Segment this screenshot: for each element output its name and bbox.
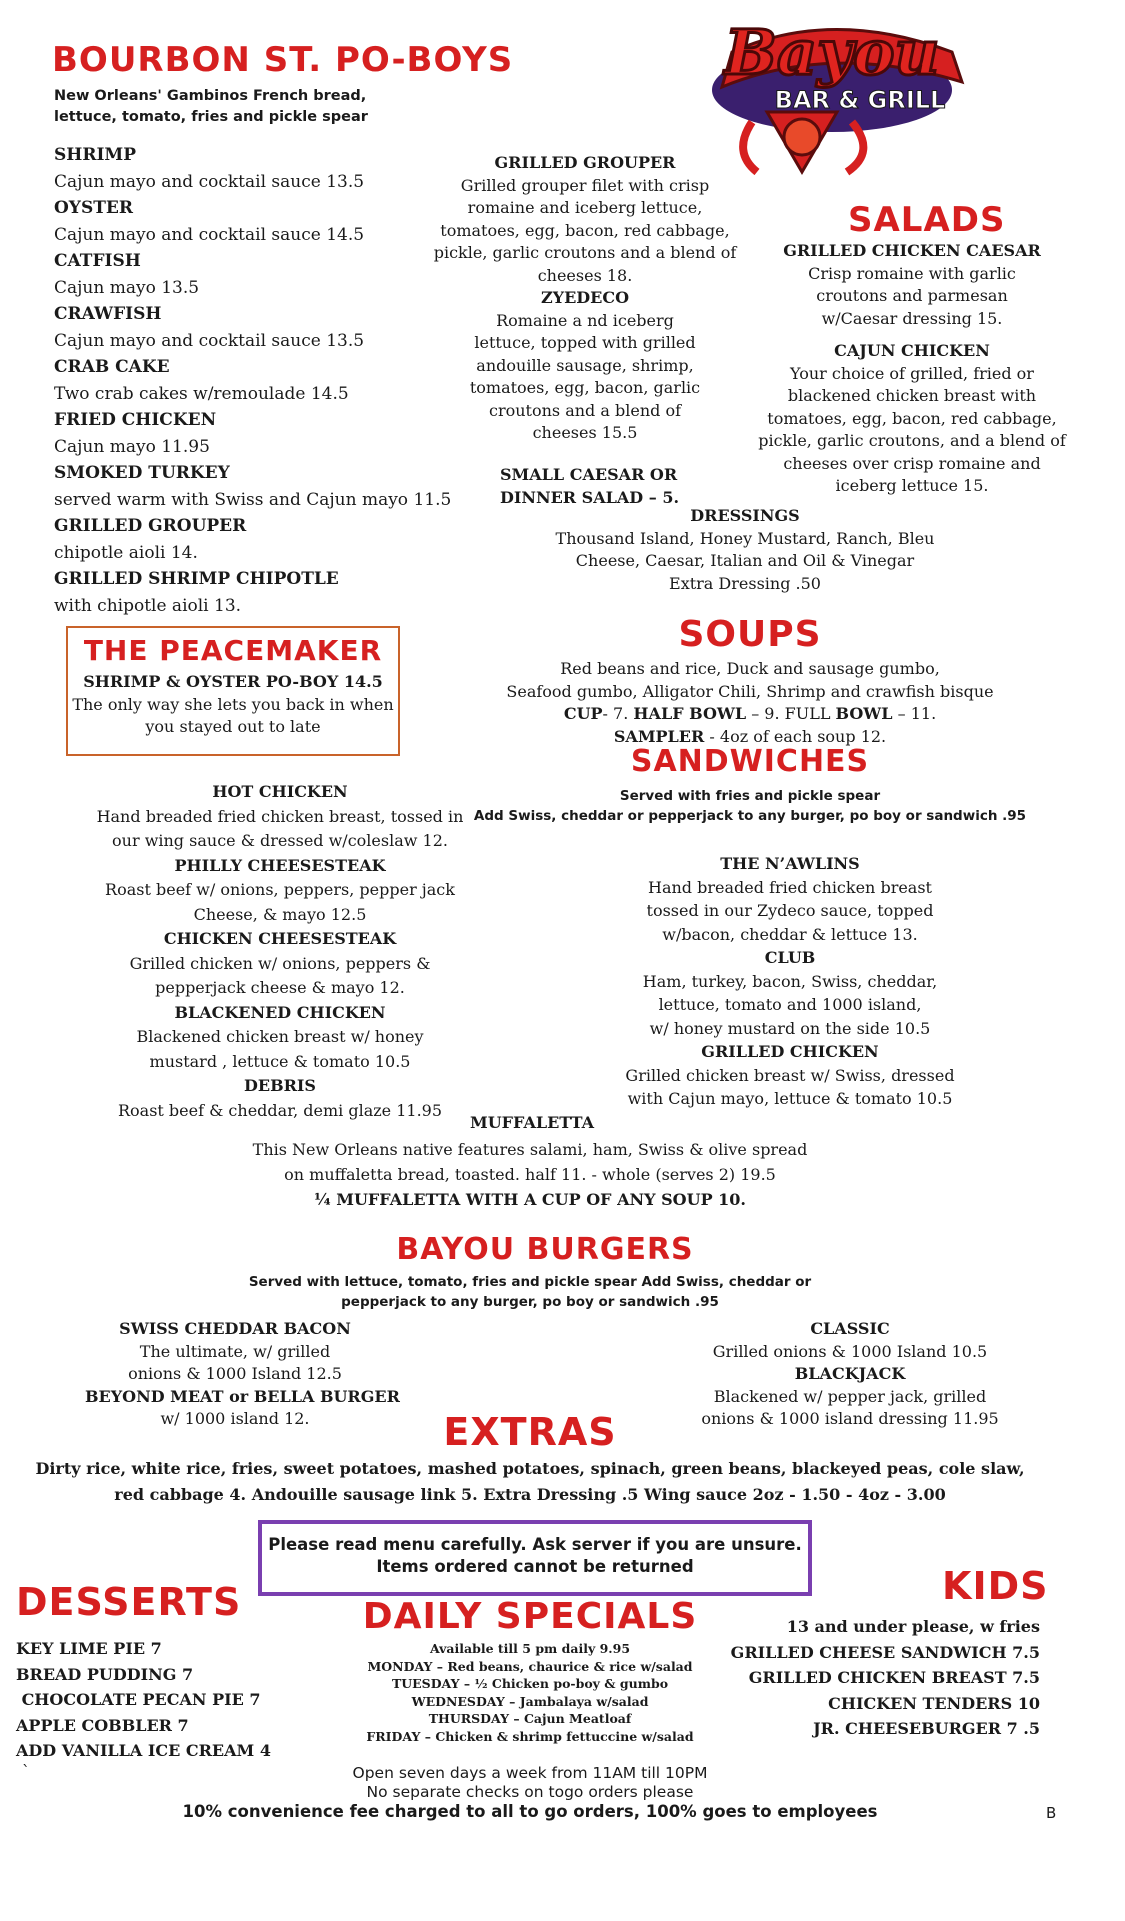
sandwich-name: CHICKEN CHEESESTEAK: [163, 929, 397, 948]
peacemaker-item: SHRIMP & OYSTER PO-BOY 14.5: [83, 672, 383, 691]
page-mark: B: [1046, 1804, 1057, 1822]
burgers-title: BAYOU BURGERS: [396, 1232, 694, 1267]
desserts-list: [16, 1636, 271, 1764]
svg-text:BAR & GRILL: BAR & GRILL: [774, 86, 946, 114]
burgers-left: SWISS CHEDDAR BACON The ultimate, w/ grilled onions & 1000 Island 12.5 BEYOND MEAT or BELLA BURGER w/ 1000 island 12.: [85, 1319, 400, 1428]
dressings: DRESSINGS Thousand Island, Honey Mustard, Ranch, Bleu Cheese, Caesar, Italian and Oil & Vinegar Extra Dressing .50: [545, 505, 945, 595]
kids-item: GRILLED CHEESE SANDWICH 7.5: [730, 1642, 1040, 1662]
poboy-desc: Cajun mayo and cocktail sauce 13.5: [54, 171, 365, 192]
notice-box: [258, 1520, 812, 1596]
poboy-desc: Cajun mayo 13.5: [54, 277, 200, 298]
small-caesar: SMALL CAESAR OR DINNER SALAD – 5.: [500, 465, 680, 507]
burgers-right: CLASSIC Grilled onions & 1000 Island 10.5 BLACKJACK Blackened w/ pepper jack, grilled onions & 1000 island dressing 11.95: [701, 1319, 999, 1428]
desserts-title: DESSERTS: [16, 1580, 242, 1624]
kids-item: JR. CHEESEBURGER 7 .5: [813, 1719, 1040, 1738]
sandwich-name: BLACKENED CHICKEN: [174, 1002, 386, 1022]
poboy-name: SMOKED TURKEY: [54, 463, 230, 483]
sandwich-name: THE N’AWLINS: [720, 854, 860, 873]
sandwich-name: GRILLED CHICKEN: [701, 1042, 879, 1061]
poboy-name: SHRIMP: [54, 145, 137, 165]
dessert-item: BREAD PUDDING 7: [16, 1664, 194, 1684]
salads-title: SALADS: [848, 200, 1006, 240]
sandwiches-left: HOT CHICKEN Hand breaded fried chicken breast, tossed in our wing sauce & dressed w/coleslaw 12. PHILLY CHEESESTEAK Roast beef w/ onions, peppers, pepper jack Cheese, & mayo 12.5 CHICKEN CHEESESTEAK Grilled chicken w/ onions, peppers & pepperjack cheese & mayo 12. BLACKENED CHICKEN Blackened chicken breast w/ honey mustard , lettuce & tomato 10.5 DEBRIS Roast beef & cheddar, demi glaze 11.95: [80, 780, 480, 1123]
kids-item: CHICKEN TENDERS 10: [828, 1693, 1040, 1713]
dessert-item: ADD VANILLA ICE CREAM 4: [16, 1741, 271, 1760]
middle-salads: GRILLED GROUPER Grilled grouper filet with crisp romaine and iceberg lettuce, tomatoes, egg, bacon, red cabbage, pickle, garlic croutons and a blend of cheeses 18. ZYEDECO Romaine a nd iceberg lettuce, topped with grilled andouille sausage, shrimp, tomatoes, egg, bacon, garlic croutons and a blend of cheeses 15.5: [430, 152, 740, 445]
cajun-chicken-name: CAJUN CHICKEN: [834, 341, 990, 360]
poboy-name: CRAWFISH: [54, 304, 162, 324]
poboy-name: GRILLED GROUPER: [54, 516, 247, 536]
peacemaker-desc-2: you stayed out to late: [145, 717, 321, 736]
sandwich-name: PHILLY CHEESESTEAK: [174, 855, 386, 875]
sandwiches-right: THE N’AWLINS Hand breaded fried chicken breast tossed in our Zydeco sauce, topped w/bacon, cheddar & lettuce 13. CLUB Ham, turkey, bacon, Swiss, cheddar, lettuce, tomato and 1000 island, w/ honey mustard on the side 10.5 GRILLED CHICKEN Grilled chicken breast w/ Swiss, dressed with Cajun mayo, lettuce & tomato 10.5: [610, 852, 970, 1111]
poboy-desc: with chipotle aioli 13.: [54, 595, 242, 616]
dessert-item: CHOCOLATE PECAN PIE 7: [16, 1690, 261, 1709]
poboy-name: CRAB CAKE: [54, 357, 170, 377]
burger-name: BEYOND MEAT or BELLA BURGER: [85, 1386, 400, 1406]
kids-item: GRILLED CHICKEN BREAST 7.5: [748, 1668, 1040, 1687]
specials-list: Available till 5 pm daily 9.95 MONDAY – Red beans, chaurice & rice w/salad TUESDAY – ½ Chicken po-boy & gumbo WEDNESDAY – Jambalaya w/salad THURSDAY – Cajun Meatloaf FRIDAY – Chicken & shrimp fettuccine w/salad: [366, 1641, 694, 1744]
burger-name: CLASSIC: [810, 1319, 890, 1338]
poboy-desc: served warm with Swiss and Cajun mayo 11.5: [54, 489, 452, 510]
caesar-name: GRILLED CHICKEN CAESAR: [783, 241, 1041, 260]
zydeco-salad-name: ZYEDECO: [540, 288, 630, 307]
extras-body: Dirty rice, white rice, fries, sweet potatoes, mashed potatoes, spinach, green beans, blackeyed peas, cole slaw, red cabbage 4. Andouille sausage link 5. Extra Dressing .5 Wing sauce 2oz - 1.50 - 4oz - 3.00: [35, 1459, 1025, 1504]
sandwich-name: DEBRIS: [244, 1076, 316, 1095]
sandwiches-notes: Served with fries and pickle spear Add Swiss, cheddar or pepperjack to any burger, po boy or sandwich .95: [473, 788, 1027, 824]
kids-list: [700, 1614, 1040, 1742]
burgers-notes: Served with lettuce, tomato, fries and pickle spear Add Swiss, cheddar or pepperjack to any burger, po boy or sandwich .95: [248, 1274, 812, 1310]
poboy-name: FRIED CHICKEN: [54, 410, 217, 430]
muffaletta-desc: This New Orleans native features salami, ham, Swiss & olive spread on muffaletta bread, toasted. half 11. - whole (serves 2) 19.5 ¼ MUFFALETTA WITH A CUP OF ANY SOUP 10.: [230, 1137, 830, 1212]
soup-sampler: SAMPLER - 4oz of each soup 12.: [613, 726, 887, 746]
sandwiches-title: SANDWICHES: [630, 744, 870, 779]
poboy-name: OYSTER: [54, 198, 133, 218]
convenience-fee: 10% convenience fee charged to all to go orders, 100% goes to employees: [182, 1802, 878, 1821]
poboy-desc: Cajun mayo and cocktail sauce 13.5: [54, 330, 365, 351]
poboy-name: CATFISH: [54, 251, 141, 271]
separate-checks-note: No separate checks on togo orders please: [366, 1783, 694, 1801]
notice-line-2: Items ordered cannot be returned: [376, 1557, 694, 1576]
soups-title: SOUPS: [678, 614, 822, 655]
poboy-desc: chipotle aioli 14.: [54, 542, 198, 563]
burger-name: BLACKJACK: [794, 1364, 906, 1383]
peacemaker-desc-1: The only way she lets you back in when: [72, 694, 394, 714]
burger-name: SWISS CHEDDAR BACON: [119, 1319, 351, 1338]
extras-title: EXTRAS: [443, 1410, 617, 1454]
stray-mark: `: [22, 1762, 30, 1781]
poboy-desc: Cajun mayo 11.95: [54, 436, 210, 457]
quarter-muffaletta: ¼ MUFFALETTA WITH A CUP OF ANY SOUP 10.: [313, 1190, 746, 1209]
soup-prices: CUP- 7. HALF BOWL – 9. FULL BOWL – 11.: [563, 704, 937, 723]
dressings-title: DRESSINGS: [690, 506, 800, 525]
peacemaker-title: THE PEACEMAKER: [83, 634, 383, 667]
poboys-subtitle: New Orleans' Gambinos French bread, lettuce, tomato, fries and pickle spear: [54, 88, 368, 125]
kids-title: KIDS: [942, 1564, 1049, 1608]
sandwich-name: HOT CHICKEN: [212, 782, 348, 801]
footer-info: [280, 1764, 780, 1802]
poboys-title: BOURBON ST. PO-BOYS: [52, 40, 514, 80]
kids-item: 13 and under please, w fries: [786, 1617, 1040, 1636]
dessert-item: KEY LIME PIE 7: [16, 1639, 162, 1658]
grouper-salad-name: GRILLED GROUPER: [494, 153, 676, 172]
hours: Open seven days a week from 11AM till 10PM: [352, 1764, 708, 1782]
poboy-desc: Cajun mayo and cocktail sauce 14.5: [54, 224, 365, 245]
poboys-list: [54, 142, 474, 619]
salads-list: GRILLED CHICKEN CAESAR Crisp romaine with garlic croutons and parmesan w/Caesar dressing 15. CAJUN CHICKEN Your choice of grilled, fried or blackened chicken breast with tomatoes, egg, bacon, red cabbage, pickle, garlic croutons, and a blend of cheeses over crisp romaine and iceberg lettuce 15.: [752, 240, 1072, 498]
muffaletta-name: MUFFALETTA: [470, 1113, 595, 1132]
poboy-name: GRILLED SHRIMP CHIPOTLE: [54, 569, 339, 589]
sandwich-name: CLUB: [764, 948, 816, 967]
notice-line-1: Please read menu carefully. Ask server if you are unsure.: [268, 1535, 802, 1554]
dessert-item: APPLE COBBLER 7: [16, 1715, 189, 1735]
soups-body: Red beans and rice, Duck and sausage gumbo, Seafood gumbo, Alligator Chili, Shrimp and crawfish bisque CUP- 7. HALF BOWL – 9. FULL BOWL – 11. SAMPLER - 4oz of each soup 12.: [480, 658, 1020, 748]
poboy-desc: Two crab cakes w/remoulade 14.5: [54, 383, 349, 404]
peacemaker-box: [66, 626, 400, 756]
specials-title: DAILY SPECIALS: [362, 1596, 698, 1637]
svg-text:Bayou: Bayou: [724, 16, 940, 89]
